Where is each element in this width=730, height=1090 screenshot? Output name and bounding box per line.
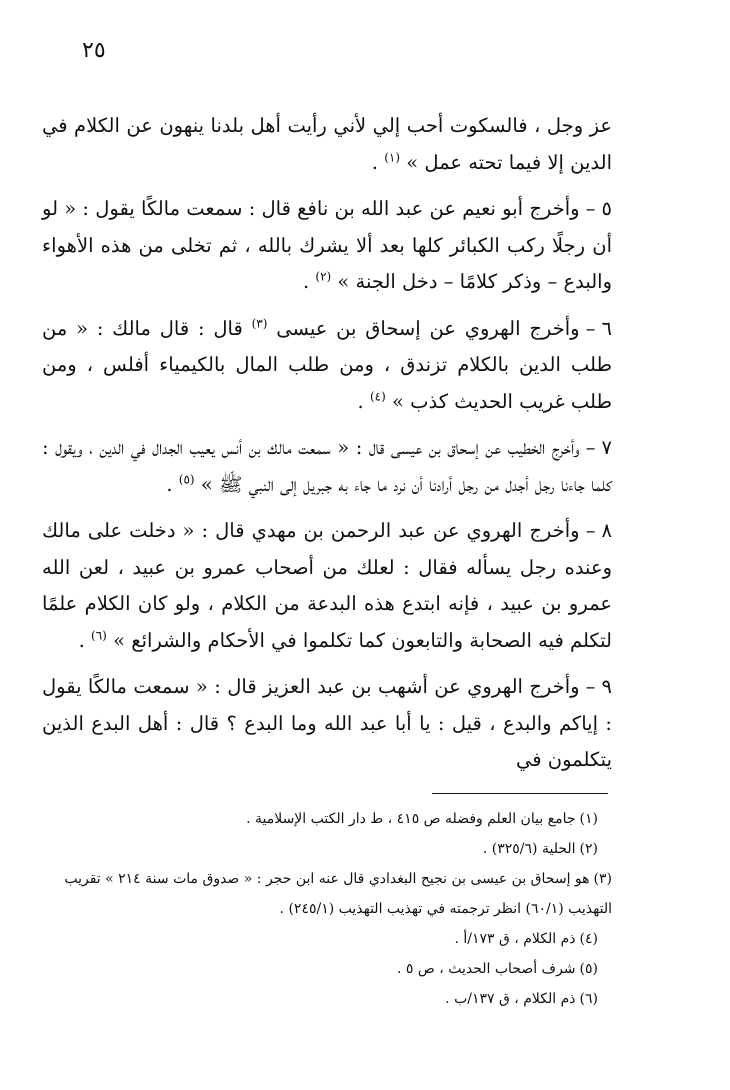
paragraph-end: . (357, 389, 370, 413)
footnote-ref: (٦) (91, 628, 107, 642)
paragraph-text: وأخرج الهروي عن أشهب بن عبد العزيز قال : « سمعت مالكًا يقول : إياكم والبدع ، قيل : يا أبا عبد الله وما البدع ؟ قال : أهل البدع الذين يتكلمون في (42, 675, 612, 771)
footnote-item (42, 984, 612, 1014)
footnote-number: (٦) (579, 991, 598, 1007)
paragraph-8 (42, 513, 612, 659)
paragraph-9 (42, 669, 612, 779)
paragraph-continuation (42, 108, 612, 181)
footnote-text: هو إسحاق بن عيسى بن نجيح البغدادي قال عنه ابن حجر : « صدوق مات سنة ٢١٤ » تقريب التهذيب (٦٠/١) انظر ترجمته في تهذيب التهذيب (٢٤٥/١) . (64, 871, 612, 917)
paragraph-text: وأخرج الهروي عن عبد الرحمن بن مهدي قال : « دخلت على مالك وعنده رجل يسأله فقال : لعلك من أصحاب عمرو بن عبيد ، لعن الله عمرو بن عبيد ، فإنه ابتدع هذه البدعة من الكلام ، ولو كان الكلام علمًا لتكلم فيه الصحابة والتابعون كما تكلموا في الأحكام والشرائع » (42, 519, 612, 652)
footnote-separator (432, 793, 608, 794)
footnote-text: جامع بيان العلم وفضله ص ٤١٥ ، ط دار الكتب الإسلامية . (246, 811, 576, 827)
footnote-number: (٤) (579, 931, 598, 947)
footnote-text: ذم الكلام ، ق ١٧٣/أ . (454, 931, 576, 947)
paragraph-text: وأخرج الهروي عن إسحاق بن عيسى (276, 316, 580, 340)
paragraph-number: ٧ – (585, 436, 612, 459)
paragraph-end: . (371, 150, 385, 174)
paragraph-number: ٨ – (585, 519, 612, 542)
paragraph-end: . (302, 270, 316, 293)
paragraph-text: وأخرج الخطيب عن إسحاق بن عيسى قال : « سمعت مالك بن أنس يعيب الجدال في الدين ، ويقول : كلما جاءنا رجل أجدل من رجل أرادنا أن نرد ما جاء به جبريل إلى النبي ﷺ » (42, 436, 612, 496)
page-number: ٢٥ (82, 38, 106, 63)
paragraph-6 (42, 311, 612, 421)
footnote-text: شرف أصحاب الحديث ، ص ٥ . (396, 961, 576, 977)
paragraph-number: ٩ – (585, 675, 612, 698)
paragraph-text: قال : قال مالك : « من طلب الدين بالكلام تزندق ، ومن طلب المال بالكيمياء أفلس ، ومن طلب غريب الحديث كذب » (42, 316, 612, 413)
footnote-item (42, 834, 612, 864)
footnote-ref: (١) (384, 150, 401, 164)
paragraph-end: . (78, 628, 92, 652)
footnote-item (42, 864, 612, 924)
footnote-number: (١) (579, 811, 598, 827)
paragraph-text: عز وجل ، فالسكوت أحب إلي لأني رأيت أهل بلدنا ينهون عن الكلام في الدين إلا فيما تحته عمل » (42, 114, 612, 174)
footnote-ref: (٤) (369, 389, 386, 403)
footnote-text: الحلية (٣٢٥/٦) . (482, 841, 576, 857)
paragraph-5 (42, 191, 612, 301)
footnote-number: (٥) (579, 961, 598, 977)
footnote-item (42, 804, 612, 834)
paragraph-end: . (166, 472, 179, 496)
footnote-ref: (٥) (178, 472, 195, 486)
footnote-item (42, 924, 612, 954)
footnote-ref: (٣) (251, 316, 268, 330)
paragraph-number: ٦ – (585, 316, 612, 340)
paragraph-7 (42, 430, 612, 503)
footnotes (42, 804, 612, 1014)
footnote-ref: (٢) (315, 269, 332, 284)
footnote-text: ذم الكلام ، ق ١٣٧/ب . (445, 991, 576, 1007)
footnote-number: (٣) (593, 871, 612, 887)
main-text (42, 108, 612, 789)
footnote-number: (٢) (579, 841, 598, 857)
footnote-item (42, 954, 612, 984)
paragraph-text: وأخرج أبو نعيم عن عبد الله بن نافع قال : سمعت مالكًا يقول : « لو أن رجلًا ركب الكبائر كلها بعد ألا يشرك بالله ، ثم تخلى من هذه الأهواء والبدع – وذكر كلامًا – دخل الجنة » (42, 197, 612, 293)
paragraph-number: ٥ – (585, 197, 612, 220)
